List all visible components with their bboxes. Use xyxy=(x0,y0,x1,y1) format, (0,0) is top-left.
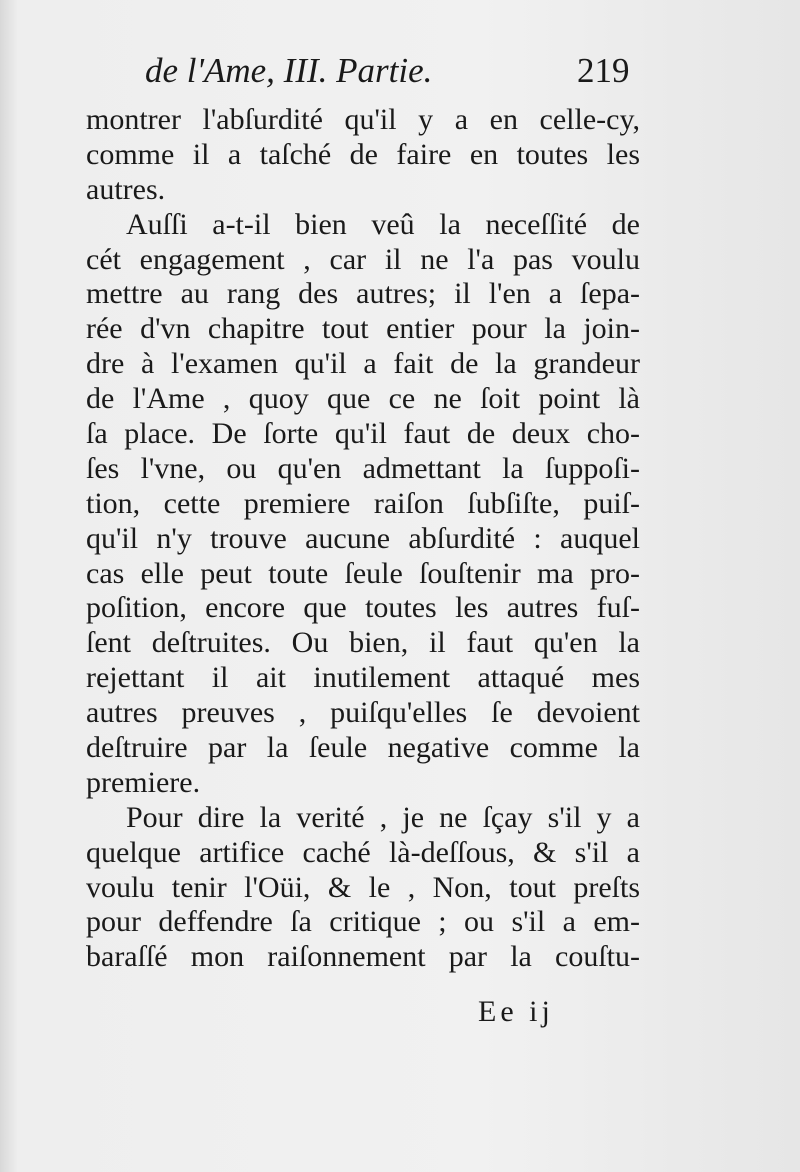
text-line: montrer l'abſurdité qu'il y a en celle-cy, xyxy=(86,103,640,136)
text-line: pour deffendre ſa critique ; ou s'il a em- xyxy=(86,905,640,939)
text-line: voulu tenir l'Oüi, & le , Non, tout preſts xyxy=(86,870,640,904)
text-line: tion, cette premiere raiſon ſubſiſte, puiſ- xyxy=(86,486,640,520)
text-line: Pour dire la verité , je ne ſçay s'il y a xyxy=(126,800,640,834)
page-number: 219 xyxy=(577,51,630,90)
text-line: dre à l'examen qu'il a fait de la grandeur xyxy=(86,347,640,381)
text-line: ſent deſtruites. Ou bien, il faut qu'en la xyxy=(86,626,640,660)
text-line: qu'il n'y trouve aucune abſurdité : auquel xyxy=(86,521,640,555)
text-line: autres. xyxy=(86,172,166,206)
text-line: poſition, encore que toutes les autres fuſ- xyxy=(86,591,640,625)
body-text xyxy=(86,103,640,975)
text-line: premiere. xyxy=(86,765,201,799)
text-line: mettre au rang des autres; il l'en a ſepa- xyxy=(86,277,640,311)
signature-mark: Ee ij xyxy=(478,995,554,1028)
text-line: quelque artifice caché là-deſſous, & s'il a xyxy=(86,835,640,869)
text-line: autres preuves , puiſqu'elles ſe devoient xyxy=(86,696,640,730)
text-line: comme il a taſché de faire en toutes les xyxy=(86,137,640,171)
running-title: de l'Ame, III. Partie. xyxy=(145,51,433,90)
text-line: rée d'vn chapitre tout entier pour la join- xyxy=(86,312,640,346)
text-line: deſtruire par la ſeule negative comme la xyxy=(86,731,640,765)
text-line: ſa place. De ſorte qu'il faut de deux cho- xyxy=(86,417,640,451)
text-line: cét engagement , car il ne l'a pas voulu xyxy=(86,242,640,276)
text-line: de l'Ame , quoy que ce ne ſoit point là xyxy=(86,382,640,416)
text-line: Auſſi a-t-il bien veû la neceſſité de xyxy=(126,207,640,241)
text-line: rejettant il ait inutilement attaqué mes xyxy=(86,661,640,695)
text-line: cas elle peut toute ſeule ſouſtenir ma pro- xyxy=(86,556,640,590)
text-line: baraſſé mon raiſonnement par la couſtu- xyxy=(86,940,640,974)
text-line: ſes l'vne, ou qu'en admettant la ſuppoſi- xyxy=(86,451,640,485)
